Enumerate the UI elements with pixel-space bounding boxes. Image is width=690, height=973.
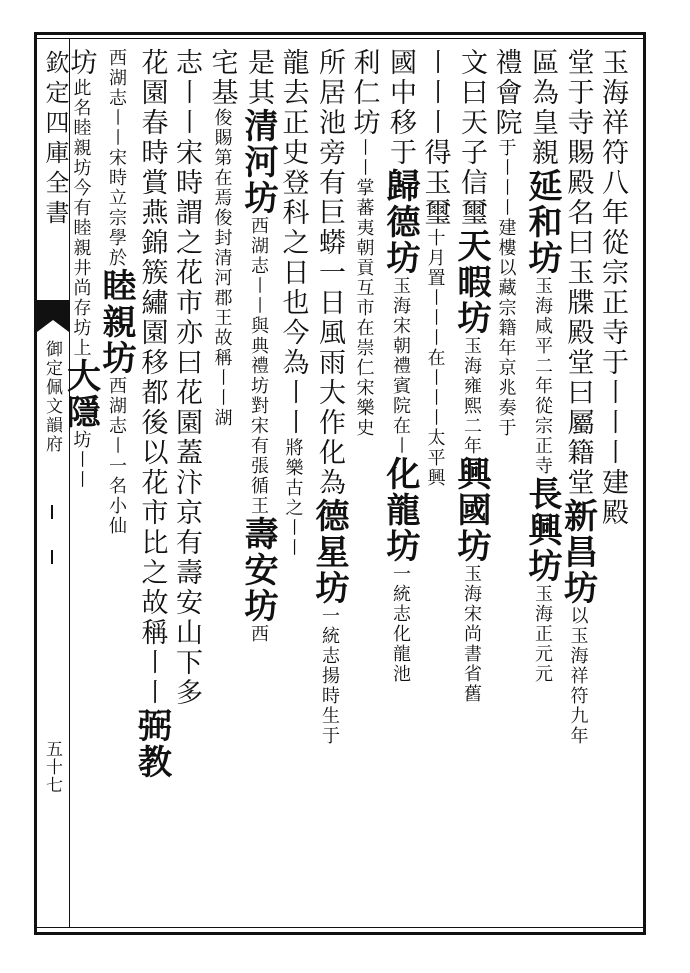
annotation-text: 西湖志〡一名小仙	[106, 376, 127, 536]
heading-term: 歸德坊	[380, 168, 420, 276]
body-text: 利仁坊	[348, 48, 380, 138]
text-column	[60, 48, 101, 490]
margin-tick	[51, 550, 53, 564]
annotation-text: 玉海咸平二年從宗正寺	[532, 276, 553, 476]
annotation-text: 俊賜第在焉俊封清河郡王故稱〡〡	[211, 108, 233, 408]
heading-term: 天暇坊	[451, 228, 491, 336]
heading-term: 大隱	[60, 358, 101, 430]
heading-term: 長興坊	[522, 476, 562, 584]
body-text: 禮會院	[490, 48, 522, 138]
body-text: 是其	[243, 48, 274, 108]
body-text: 宅基	[206, 48, 238, 108]
top-border	[34, 32, 646, 35]
annotation-text: 在〡〡〡太平興	[424, 348, 446, 488]
heading-term: 新昌坊	[557, 498, 598, 606]
annotation-text: 一統志揚時生于	[319, 606, 340, 746]
left-border	[34, 32, 37, 935]
heading-term: 化龍坊	[380, 456, 420, 564]
heading-term: 德星坊	[309, 498, 349, 606]
body-text: 國中移于	[385, 48, 416, 168]
annotation-text: 將樂古之〡〡	[282, 438, 304, 558]
text-column	[96, 48, 136, 536]
text-column	[207, 48, 238, 428]
body-text: 花園春時賞燕錦簇繡園移都後以花市比之故稱〡〡	[136, 48, 168, 708]
annotation-text: 西湖志〡〡與典禮坊對宋有張循王	[248, 216, 269, 516]
right-border	[643, 32, 646, 935]
annotation-text: 玉海宋尚書省舊	[461, 564, 482, 704]
text-column	[309, 48, 349, 746]
annotation-text: 在崇仁宋樂史	[353, 318, 375, 438]
text-column	[491, 48, 522, 438]
annotation-text: 西湖志〡〡宋時立宗學於	[106, 48, 127, 268]
text-column	[131, 48, 172, 780]
text-column	[597, 48, 628, 528]
heading-term: 清河坊	[238, 108, 278, 216]
body-text: 志〡〡宋時謂之花市亦曰花園蓋汴京有壽安山下多	[171, 48, 202, 708]
annotation-text: 于〡〡〡建樓以藏宗籍	[495, 138, 517, 338]
body-text: 所居池旁有巨蟒一日風雨大作化為	[314, 48, 345, 498]
collection-title: 欽定四庫全書	[41, 50, 69, 230]
body-text: 堂于寺賜殿名曰玉牒殿堂曰屬籍堂	[562, 48, 594, 498]
heading-term: 興國坊	[451, 456, 491, 564]
heading-term: 弼教	[131, 708, 172, 780]
text-column	[557, 48, 598, 746]
annotation-text: 此名睦親坊今有睦親井尚存	[70, 78, 92, 318]
annotation-text: 以玉海祥符九年	[567, 606, 589, 746]
annotation-text: 坊〡〡	[70, 430, 92, 490]
heading-term: 睦親	[96, 268, 136, 340]
body-text: 龍去正史登科之日也今為〡〡	[277, 48, 309, 438]
book-title: 御定佩文韻府	[42, 340, 62, 454]
text-column	[380, 48, 420, 684]
bottom-border	[34, 932, 646, 935]
bottom-inner-border	[34, 927, 646, 928]
margin-tick	[51, 505, 53, 519]
heading-term: 延和坊	[522, 168, 562, 276]
annotation-text: 〡〡掌蕃夷朝貢互市	[353, 138, 375, 318]
text-column	[420, 48, 451, 488]
heading-term: 壽安坊	[238, 516, 278, 624]
text-column	[238, 48, 278, 644]
text-column	[451, 48, 491, 704]
annotation-text: 玉海宋朝禮賓院在〡	[390, 276, 411, 456]
annotation-text: 一統志化龍池	[390, 564, 411, 684]
body-text: 區為皇親	[527, 48, 558, 168]
annotation-text: 年京兆奏于	[495, 338, 517, 438]
text-column	[522, 48, 562, 684]
body-text: 〡〡〡得玉璽	[419, 48, 451, 228]
body-text: 玉海祥符八年從宗正寺于〡〡〡建殿	[597, 48, 628, 528]
annotation-text: 坊上	[70, 318, 92, 358]
annotation-text: 湖	[211, 408, 233, 428]
heading-term: 坊	[96, 340, 136, 376]
annotation-text: 玉海正元元	[532, 584, 553, 684]
annotation-text: 十月置〡〡〡	[424, 228, 446, 348]
annotation-text: 西	[248, 624, 269, 644]
text-column	[349, 48, 380, 438]
body-text: 坊	[65, 48, 97, 78]
annotation-text: 玉海雍熙二年	[461, 336, 482, 456]
page-number: 五十七	[42, 740, 62, 794]
top-inner-border	[34, 38, 646, 39]
body-text: 文曰天子信璽	[456, 48, 487, 228]
text-column	[171, 48, 202, 708]
text-column	[278, 48, 309, 558]
